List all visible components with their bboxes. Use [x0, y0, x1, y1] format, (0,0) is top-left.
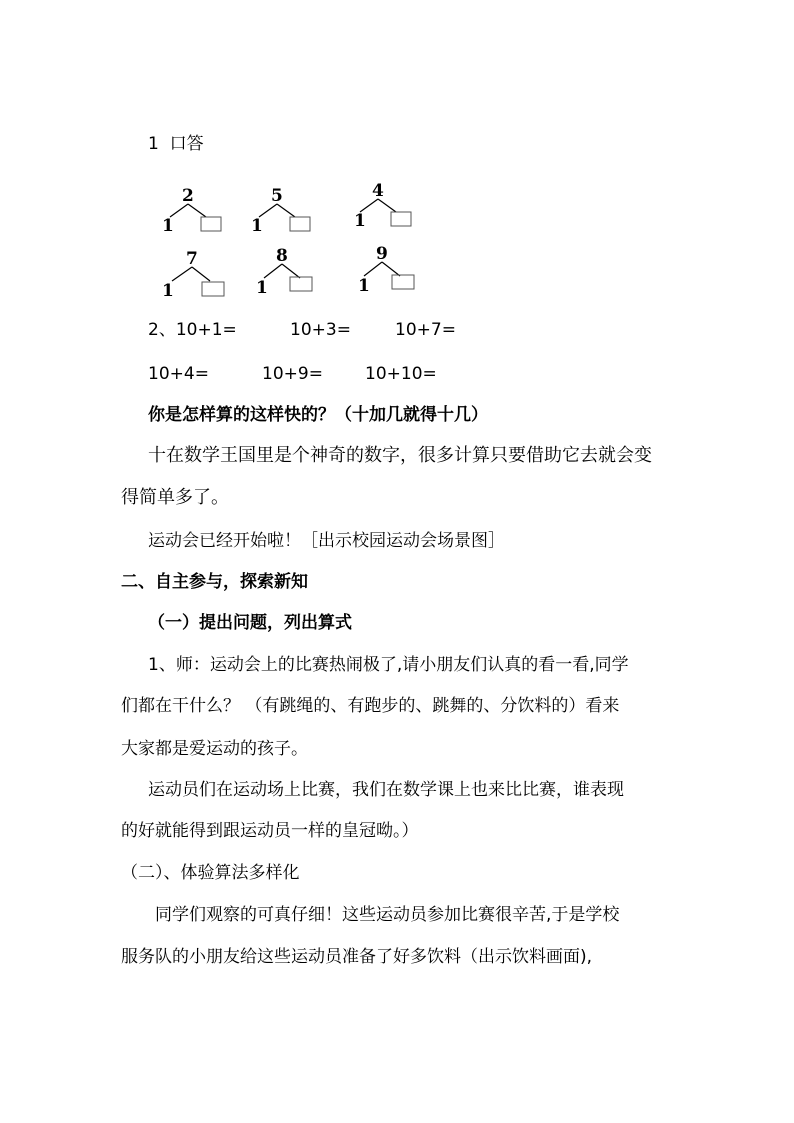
- tree-top-number: 4: [372, 181, 384, 201]
- answer-box[interactable]: [290, 217, 310, 231]
- tree-left-number: 1: [358, 276, 370, 295]
- question-text: 你是怎样算的这样快的？（十加几就得十几）: [148, 405, 488, 425]
- paragraph-line: 的好就能得到跟运动员一样的皇冠呦。）: [121, 821, 419, 841]
- tree-left-number: 1: [256, 278, 268, 297]
- number-tree-1: [158, 183, 228, 235]
- subsection-heading: （二）、体验算法多样化: [121, 863, 300, 883]
- tree-top-number: 9: [376, 244, 388, 264]
- tree-left-number: 1: [354, 211, 366, 231]
- paragraph-line: 同学们观察的可真仔细！这些运动员参加比赛很辛苦,于是学校: [155, 905, 620, 925]
- paragraph-line: 运动员们在运动场上比赛，我们在数学课上也来比比赛，谁表现: [148, 780, 624, 800]
- number-tree-5: [254, 243, 324, 297]
- paragraph-line: 十在数学王国里是个神奇的数字，很多计算只要借助它去就会变: [148, 445, 652, 466]
- tree-left-number: 1: [162, 216, 174, 235]
- number-tree-6: [356, 241, 426, 295]
- tree-top-number: 5: [271, 186, 283, 206]
- equation: 10+10=: [365, 364, 437, 384]
- paragraph-line: 大家都是爱运动的孩子。: [121, 739, 308, 759]
- number-tree-2: [249, 183, 319, 235]
- section-heading: 二、自主参与，探索新知: [121, 572, 308, 592]
- answer-box[interactable]: [290, 277, 312, 291]
- paragraph-line: 们都在干什么？ （有跳绳的、有跑步的、跳舞的、分饮料的）看来: [121, 696, 620, 716]
- equation: 10+3=: [290, 320, 351, 340]
- subsection-heading: （一）提出问题，列出算式: [148, 613, 352, 633]
- paragraph-line: 服务队的小朋友给这些运动员准备了好多饮料（出示饮料画面),: [121, 947, 593, 967]
- tree-left-number: 1: [251, 216, 263, 235]
- equation: 10+7=: [395, 320, 456, 340]
- answer-box[interactable]: [392, 275, 414, 289]
- answer-box[interactable]: [391, 212, 411, 226]
- section-1-title: 口答: [169, 134, 204, 154]
- tree-top-number: 2: [182, 186, 194, 206]
- tree-top-number: 8: [276, 246, 288, 266]
- section-1-heading: [148, 133, 204, 155]
- number-tree-3: [352, 180, 422, 232]
- paragraph-line: 1、师：运动会上的比赛热闹极了,请小朋友们认真的看一看,同学: [148, 655, 629, 675]
- equation: 10+4=: [148, 364, 209, 384]
- paragraph-line: 运动会已经开始啦！［出示校园运动会场景图］: [148, 531, 505, 551]
- equation: 10+1=: [175, 320, 237, 340]
- equation-row-1: [148, 319, 237, 341]
- tree-left-number: 1: [162, 281, 174, 300]
- answer-box[interactable]: [201, 217, 221, 231]
- tree-top-number: 7: [186, 249, 198, 269]
- section-2-prefix: 2、: [148, 320, 176, 340]
- number-tree-4: [158, 246, 228, 300]
- section-1-number: 1: [148, 134, 159, 154]
- equation: 10+9=: [262, 364, 323, 384]
- answer-box[interactable]: [202, 282, 224, 296]
- paragraph-line: 得简单多了。: [121, 487, 229, 508]
